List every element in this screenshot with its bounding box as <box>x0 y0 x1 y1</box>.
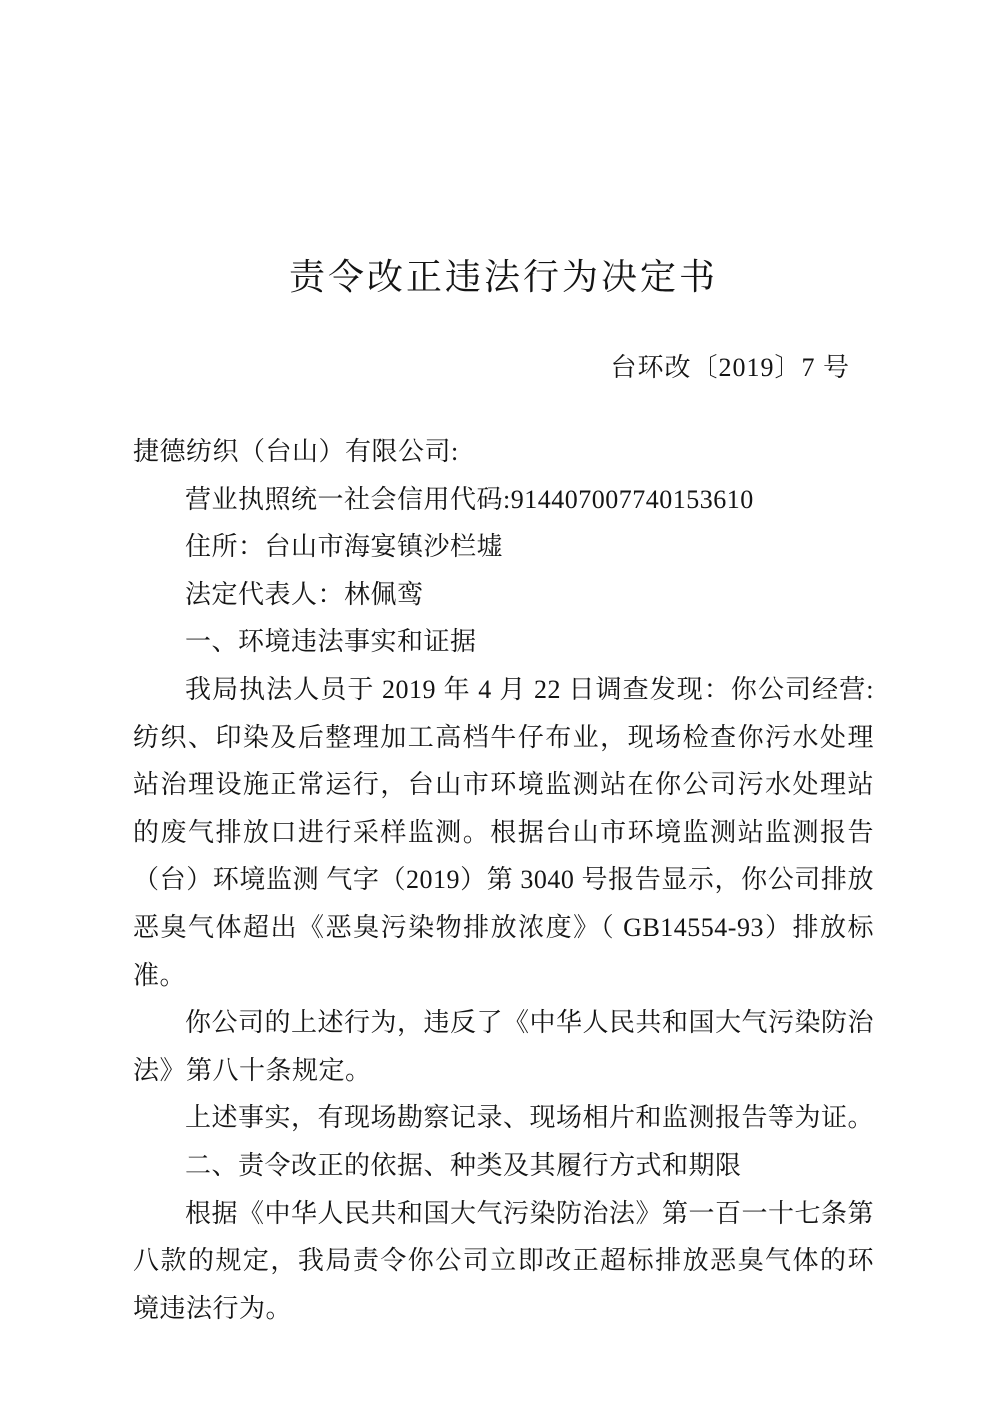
address-line: 住所：台山市海宴镇沙栏墟 <box>185 532 504 562</box>
document-title: 责令改正违法行为决定书 <box>288 257 718 297</box>
credit-code-line: 营业执照统一社会信用代码:914407007740153610 <box>185 484 754 514</box>
document-body <box>133 428 874 1332</box>
violation-paragraph: 你公司的上述行为，违反了《中华人民共和国大气污染防治法》第八十条规定。 <box>133 1008 875 1085</box>
order-paragraph: 根据《中华人民共和国大气污染防治法》第一百一十七条第八款的规定，我局责令你公司立即改正超标排放恶臭气体的环境违法行为。 <box>133 1198 875 1323</box>
document-number: 台环改〔2019〕7 号 <box>610 353 850 382</box>
section-2-heading: 二、责令改正的依据、种类及其履行方式和期限 <box>185 1150 742 1180</box>
legal-representative-line: 法定代表人：林佩鸾 <box>185 579 424 609</box>
evidence-paragraph: 上述事实，有现场勘察记录、现场相片和监测报告等为证。 <box>185 1103 875 1133</box>
section-1-heading: 一、环境违法事实和证据 <box>185 627 477 657</box>
addressee-line: 捷德纺织（台山）有限公司: <box>133 437 459 466</box>
facts-paragraph: 我局执法人员于 2019 年 4 月 22 日调查发现：你公司经营:纺织、印染及后整理加工高档牛仔布业，现场检查你污水处理站治理设施正常运行，台山市环境监测站在你公司污水处理站的废气排放口进行采样监测。根据台山市环境监测站监测报告（台）环境监测 气字（2019）第 3040 号报告显示，你公司排放恶臭气体超出《恶臭污染物排放浓度》（ GB14554-93）排放标准。 <box>133 674 874 990</box>
